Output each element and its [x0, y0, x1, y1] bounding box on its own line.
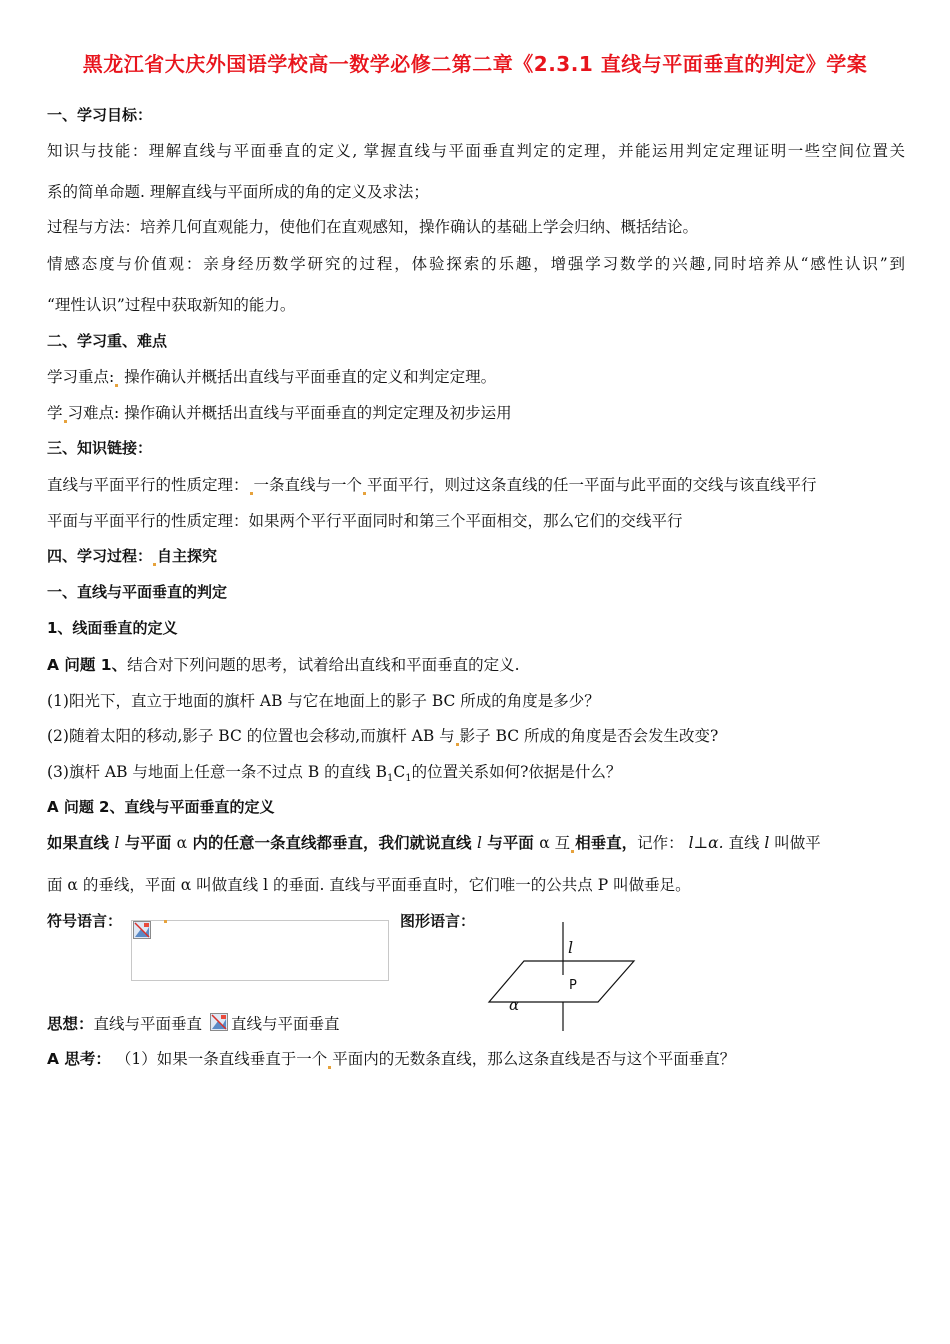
objective-attitude-line2: “理性认识”过程中获取新知的能力。: [47, 296, 296, 314]
symbol-language-box: [131, 920, 389, 981]
figure-point-label: P: [569, 978, 577, 993]
figure-plane-label: α: [509, 996, 520, 1014]
subheading-line-plane-perpendicular: 一、直线与平面垂直的判定: [47, 583, 228, 601]
question-1-part-1: (1)阳光下，直立于地面的旗杆 AB 与它在地面上的影子 BC 所成的角度是多少？: [47, 692, 600, 710]
line-plane-parallel-property: 直线与平面平行的性质定理： 一条直线与一个 平面平行，则过这条直线的任一平面与此平面的交线与该直线平行: [47, 476, 817, 494]
question-1: A 问题 1、结合对下列问题的思考，试着给出直线和平面垂直的定义.: [47, 656, 520, 674]
key-point: 学习重点: 操作确认并概括出直线与平面垂直的定义和判定定理。: [47, 368, 497, 386]
objective-attitude-line1: 情感态度与价值观：亲身经历数学研究的过程，体验探索的乐趣，增强学习数学的兴趣,同时培养从“感性认识”到: [47, 255, 905, 273]
thought-line: 思想：直线与平面垂直 直线与平面垂直: [47, 1015, 340, 1033]
broken-image-icon: [133, 921, 151, 939]
subheading-definition: 1、线面垂直的定义: [47, 619, 178, 637]
broken-image-icon: [210, 1013, 228, 1031]
section-heading-process: 四、学习过程： 自主探究: [47, 547, 218, 565]
marker-dot: [164, 920, 167, 923]
line-plane-figure: [486, 920, 638, 1032]
figure-language-label: 图形语言：: [400, 912, 476, 930]
section-heading-knowledge-links: 三、知识链接：: [47, 439, 153, 457]
objective-knowledge-line1: 知识与技能：理解直线与平面垂直的定义, 掌握直线与平面垂直判定的定理，并能运用判定定理证明一些空间位置关: [47, 142, 905, 160]
symbol-language-label: 符号语言：: [47, 912, 123, 930]
objective-process: 过程与方法：培养几何直观能力，使他们在直观感知，操作确认的基础上学会归纳、概括结论。: [47, 218, 699, 236]
question-2: A 问题 2、直线与平面垂直的定义: [47, 798, 275, 816]
objective-knowledge-line2: 系的简单命题. 理解直线与平面所成的角的定义及求法；: [47, 183, 429, 201]
think-question: A 思考： （1）如果一条直线垂直于一个 平面内的无数条直线，那么这条直线是否与这个平面垂直？: [47, 1050, 736, 1068]
definition-line1: 如果直线 l 与平面 α 内的任意一条直线都垂直，我们就说直线 l 与平面 α 互 相垂直，记作： l⊥α. 直线 l 叫做平: [47, 834, 821, 852]
question-1-part-2: (2)随着太阳的移动,影子 BC 的位置也会移动,而旗杆 AB 与 影子 BC 所成的角度是否会发生改变?: [47, 727, 719, 745]
question-1-part-3: (3)旗杆 AB 与地面上任意一条不过点 B 的直线 $B_1C_1$的位置关系如何?依据是什么？: [47, 763, 622, 785]
difficult-point: 学 习难点: 操作确认并概括出直线与平面垂直的判定定理及初步运用: [47, 404, 512, 422]
figure-line-label: l: [568, 938, 574, 957]
section-heading-objectives: 一、学习目标：: [47, 106, 153, 124]
section-heading-key-points: 二、学习重、难点: [47, 332, 168, 350]
plane-plane-parallel-property: 平面与平面平行的性质定理：如果两个平行平面同时和第三个平面相交，那么它们的交线平行: [47, 512, 683, 530]
definition-line2: 面 α 的垂线，平面 α 叫做直线 l 的垂面. 直线与平面垂直时，它们唯一的公共点 P 叫做垂足。: [47, 876, 691, 894]
document-title: 黑龙江省大庆外国语学校高一数学必修二第二章《2.3.1 直线与平面垂直的判定》学案: [82, 52, 868, 76]
